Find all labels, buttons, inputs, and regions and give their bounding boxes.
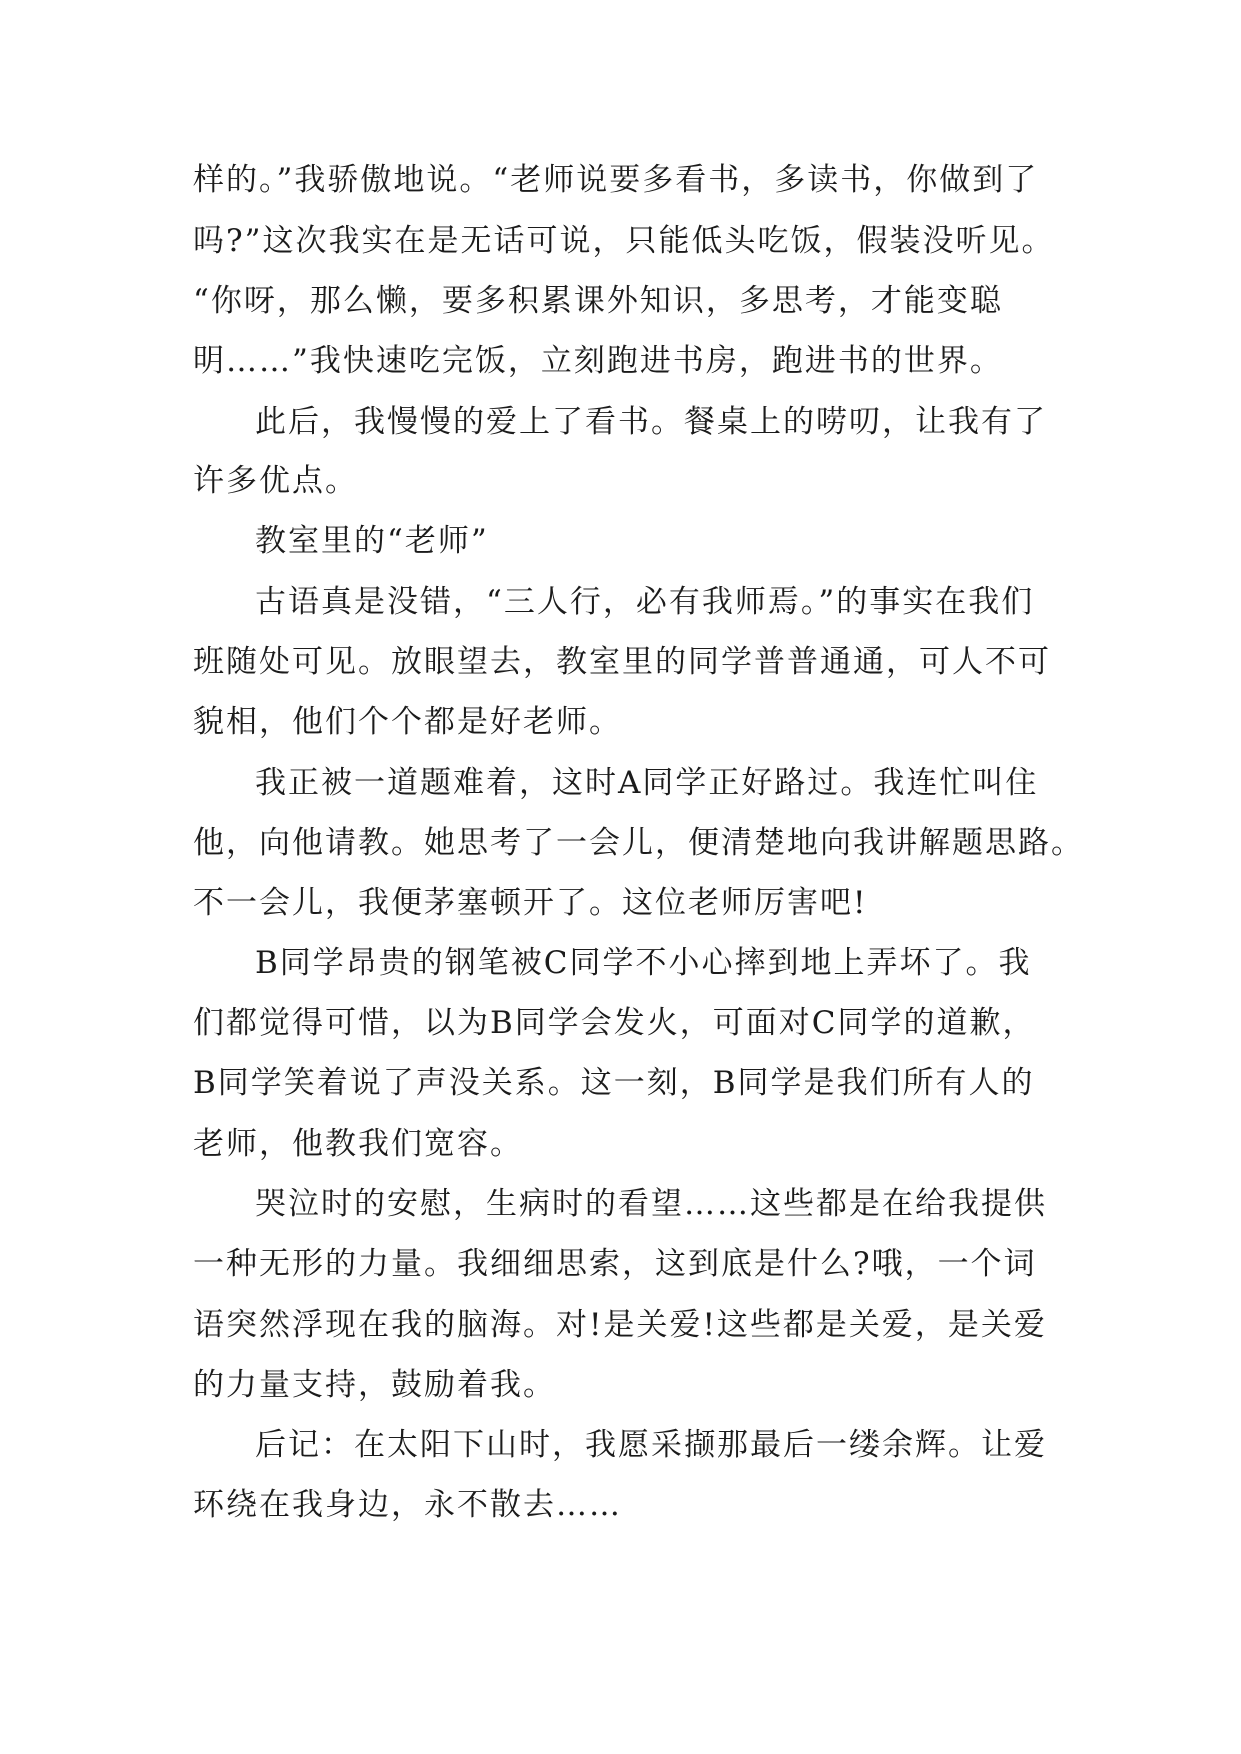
- text-line: 古语真是没错，“三人行，必有我师焉。”的事实在我们: [255, 584, 1035, 620]
- section-heading: 教室里的“老师”: [255, 523, 489, 559]
- text-line: “你呀，那么懒，要多积累课外知识，多思考，才能变聪: [193, 283, 1003, 319]
- text-line: B同学笑着说了声没关系。这一刻，B同学是我们所有人的: [193, 1065, 1035, 1101]
- text-line: 哭泣时的安慰，生病时的看望……这些都是在给我提供: [255, 1186, 1047, 1222]
- text-line: 一种无形的力量。我细细思索，这到底是什么?哦，一个词: [193, 1246, 1037, 1282]
- text-line: 班随处可见。放眼望去，教室里的同学普普通通，可人不可: [193, 644, 1051, 680]
- text-line: 此后，我慢慢的爱上了看书。餐桌上的唠叨，让我有了: [255, 404, 1047, 440]
- text-line: 他，向他请教。她思考了一会儿，便清楚地向我讲解题思路。: [193, 825, 1084, 861]
- text-line: 老师，他教我们宽容。: [193, 1126, 523, 1162]
- text-line: 明……”我快速吃完饭，立刻跑进书房，跑进书的世界。: [193, 343, 1003, 379]
- text-line: 吗?”这次我实在是无话可说，只能低头吃饭，假装没听见。: [193, 223, 1055, 259]
- text-line: 们都觉得可惜，以为B同学会发火，可面对C同学的道歉，: [193, 1005, 1036, 1041]
- text-line: 许多优点。: [193, 463, 358, 499]
- text-line: 不一会儿，我便茅塞顿开了。这位老师厉害吧!: [193, 885, 868, 921]
- text-line: 语突然浮现在我的脑海。对!是关爱!这些都是关爱，是关爱: [193, 1307, 1047, 1343]
- text-line: B同学昂贵的钢笔被C同学不小心摔到地上弄坏了。我: [255, 945, 1032, 981]
- text-line: 环绕在我身边，永不散去……: [193, 1487, 622, 1523]
- text-line: 我正被一道题难着，这时A同学正好路过。我连忙叫住: [255, 765, 1039, 801]
- text-line: 貌相，他们个个都是好老师。: [193, 704, 622, 740]
- text-line: 样的。”我骄傲地说。“老师说要多看书，多读书，你做到了: [193, 162, 1039, 198]
- text-line: 后记：在太阳下山时，我愿采撷那最后一缕余辉。让爱: [255, 1427, 1047, 1463]
- text-line: 的力量支持，鼓励着我。: [193, 1367, 556, 1403]
